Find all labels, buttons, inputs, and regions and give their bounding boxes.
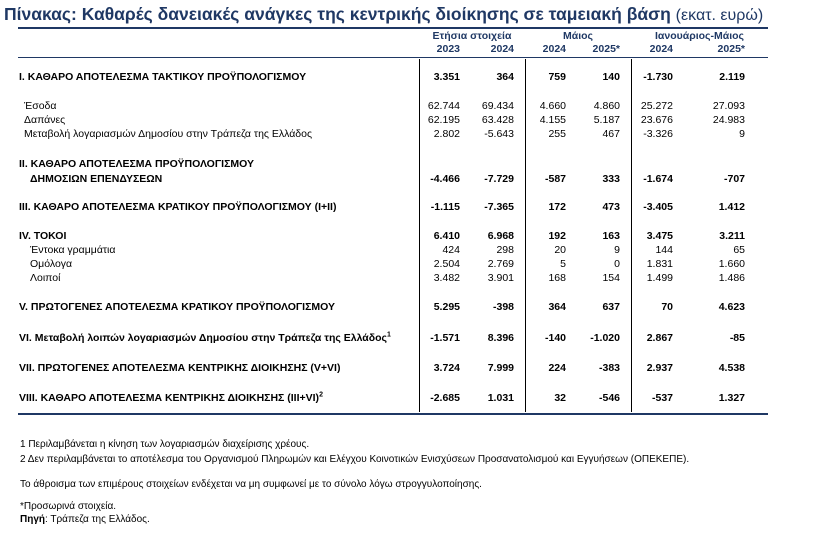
cell: 1.031 <box>487 392 514 404</box>
cell: 467 <box>602 128 620 140</box>
header-year: 2025* <box>717 43 745 55</box>
cell: 4.155 <box>539 114 566 126</box>
cell: 4.860 <box>593 100 620 112</box>
cell: 192 <box>548 230 566 242</box>
cell: -2.685 <box>430 392 460 404</box>
cell: 6.410 <box>433 230 460 242</box>
cell: -140 <box>544 332 566 344</box>
cell: 62.195 <box>427 114 460 126</box>
cell: 424 <box>442 244 460 256</box>
cell: 333 <box>602 173 620 185</box>
source-text: : Τράπεζα της Ελλάδος. <box>45 514 150 525</box>
cell: 5.187 <box>593 114 620 126</box>
header-year: 2024 <box>490 43 514 55</box>
provisional-note: *Προσωρινά στοιχεία. <box>20 501 117 512</box>
cell: 32 <box>554 392 566 404</box>
table-row <box>0 331 826 345</box>
cell: 20 <box>554 244 566 256</box>
cell: 27.093 <box>712 100 745 112</box>
cell: -1.571 <box>430 332 460 344</box>
header-year: 2025* <box>592 43 620 55</box>
source-note <box>20 513 150 526</box>
cell: -4.466 <box>430 173 460 185</box>
bottom-rule <box>18 413 768 415</box>
cell: 255 <box>548 128 566 140</box>
table-row <box>0 300 826 314</box>
cell: 364 <box>496 71 514 83</box>
table-row <box>0 172 826 186</box>
page-title <box>4 3 824 27</box>
cell: 3.351 <box>433 71 460 83</box>
cell: 9 <box>614 244 620 256</box>
table-row <box>0 391 826 405</box>
header-group-annual: Ετήσια στοιχεία <box>432 30 512 42</box>
rounding-note: Το άθροισμα των επιμέρους στοιχείων ενδέχεται να μη συμφωνεί με το σύνολο λόγω στρογγυλοποίησης. <box>20 479 482 490</box>
cell: 473 <box>602 201 620 213</box>
table-row <box>0 271 826 285</box>
cell: 3.901 <box>487 272 514 284</box>
row-label-text: VI. Μεταβολή λοιπών λογαριασμών Δημοσίου στην Τράπεζα της Ελλάδος <box>19 332 387 344</box>
cell: -1.730 <box>643 71 673 83</box>
cell: 5.295 <box>433 301 460 313</box>
title-main: Πίνακας: Καθαρές δανειακές ανάγκες της κεντρικής διοίκησης σε ταμειακή βάση <box>4 4 671 24</box>
row-label: Λοιποί <box>30 272 61 284</box>
row-label: Μεταβολή λογαριασμών Δημοσίου στην Τράπεζα της Ελλάδος <box>24 128 313 140</box>
cell: 25.272 <box>640 100 673 112</box>
cell: 224 <box>548 362 566 374</box>
cell: 163 <box>602 230 620 242</box>
cell: -587 <box>544 173 566 185</box>
cell: 65 <box>733 244 745 256</box>
table-row <box>0 127 826 141</box>
cell: 2.802 <box>433 128 460 140</box>
footnote-1: 1 Περιλαμβάνεται η κίνηση των λογαριασμών διαχείρισης χρέους. <box>20 439 310 450</box>
cell: 172 <box>548 201 566 213</box>
cell: -383 <box>598 362 620 374</box>
row-label: Δαπάνες <box>24 114 66 126</box>
table-row <box>0 361 826 375</box>
cell: -1.115 <box>430 201 460 213</box>
cell: 1.486 <box>718 272 745 284</box>
cell: -398 <box>492 301 514 313</box>
table-row <box>0 70 826 84</box>
cell: -7.729 <box>484 173 514 185</box>
cell: 298 <box>496 244 514 256</box>
cell: 4.623 <box>718 301 745 313</box>
cell: -85 <box>729 332 745 344</box>
cell: -7.365 <box>484 201 514 213</box>
cell: 24.983 <box>712 114 745 126</box>
cell: 3.724 <box>433 362 460 374</box>
cell: 364 <box>548 301 566 313</box>
row-label: III. ΚΑΘΑΡΟ ΑΠΟΤΕΛΕΣΜΑ ΚΡΑΤΙΚΟΥ ΠΡΟΫΠΟΛΟΓΙΣΜΟΥ (I+II) <box>19 201 337 213</box>
table-row <box>0 99 826 113</box>
cell: 4.660 <box>539 100 566 112</box>
table-row <box>0 113 826 127</box>
cell: -1.674 <box>643 173 673 185</box>
header-group-may: Μάιος <box>563 30 593 42</box>
cell: 3.475 <box>646 230 673 242</box>
row-label: ΔΗΜΟΣΙΩΝ ΕΠΕΝΔΥΣΕΩΝ <box>30 173 163 185</box>
header-rule <box>18 57 768 58</box>
cell: -537 <box>651 392 673 404</box>
row-label <box>19 391 419 405</box>
header-group-jan-may: Ιανουάριος-Μάιος <box>655 30 744 42</box>
cell: 23.676 <box>640 114 673 126</box>
cell: 7.999 <box>487 362 514 374</box>
footnote-ref: 2 <box>319 391 323 399</box>
cell: 1.660 <box>718 258 745 270</box>
cell: -707 <box>723 173 745 185</box>
row-label: Έντοκα γραμμάτια <box>30 244 116 256</box>
title-unit: (εκατ. ευρώ) <box>675 7 764 24</box>
source-label: Πηγή <box>20 514 45 525</box>
cell: 144 <box>655 244 673 256</box>
cell: 637 <box>602 301 620 313</box>
footnote-ref: 1 <box>387 331 391 339</box>
cell: 2.867 <box>646 332 673 344</box>
row-label: Έσοδα <box>24 100 57 112</box>
cell: 140 <box>602 71 620 83</box>
cell: 759 <box>548 71 566 83</box>
cell: -3.405 <box>643 201 673 213</box>
row-label-text: VIII. ΚΑΘΑΡΟ ΑΠΟΤΕΛΕΣΜΑ ΚΕΝΤΡΙΚΗΣ ΔΙΟΙΚΗΣΗΣ (III+VI) <box>19 392 320 404</box>
row-label: VII. ΠΡΩΤΟΓΕΝΕΣ ΑΠΟΤΕΛΕΣΜΑ ΚΕΝΤΡΙΚΗΣ ΔΙΟΙΚΗΣΗΣ (V+VI) <box>19 362 341 374</box>
cell: 2.769 <box>487 258 514 270</box>
cell: 2.504 <box>433 258 460 270</box>
header-year: 2024 <box>649 43 673 55</box>
cell: 6.968 <box>487 230 514 242</box>
row-label: Ομόλογα <box>30 258 73 270</box>
row-label: IV. ΤΟΚΟΙ <box>19 230 67 242</box>
cell: 168 <box>548 272 566 284</box>
cell: 70 <box>661 301 673 313</box>
table-row <box>0 200 826 214</box>
cell: 4.538 <box>718 362 745 374</box>
row-label: V. ΠΡΩΤΟΓΕΝΕΣ ΑΠΟΤΕΛΕΣΜΑ ΚΡΑΤΙΚΟΥ ΠΡΟΫΠΟΛΟΓΙΣΜΟΥ <box>19 301 336 313</box>
cell: 1.327 <box>718 392 745 404</box>
row-label: II. ΚΑΘΑΡΟ ΑΠΟΤΕΛΕΣΜΑ ΠΡΟΫΠΟΛΟΓΙΣΜΟΥ <box>19 158 254 170</box>
table-row <box>0 157 826 171</box>
table-row <box>0 229 826 243</box>
row-label: I. ΚΑΘΑΡΟ ΑΠΟΤΕΛΕΣΜΑ ΤΑΚΤΙΚΟΥ ΠΡΟΫΠΟΛΟΓΙΣΜΟΥ <box>19 71 307 83</box>
cell: 9 <box>739 128 745 140</box>
header-year: 2023 <box>436 43 460 55</box>
cell: 63.428 <box>481 114 514 126</box>
cell: 1.499 <box>646 272 673 284</box>
row-label <box>19 331 419 345</box>
cell: -5.643 <box>484 128 514 140</box>
cell: 5 <box>560 258 566 270</box>
cell: -1.020 <box>590 332 620 344</box>
cell: 2.937 <box>646 362 673 374</box>
header-year: 2024 <box>542 43 566 55</box>
footnote-2: 2 Δεν περιλαμβάνεται το αποτέλεσμα του Οργανισμού Πληρωμών και Ελέγχου Κοινοτικών Ενισχύσεων Προσανατολισμού και Εγγυήσεων (ΟΠΕΚΕΠΕ). <box>20 454 690 465</box>
top-rule <box>18 27 768 29</box>
cell: 1.412 <box>718 201 745 213</box>
cell: -546 <box>598 392 620 404</box>
cell: -3.326 <box>643 128 673 140</box>
table-row <box>0 243 826 257</box>
cell: 8.396 <box>487 332 514 344</box>
cell: 62.744 <box>427 100 460 112</box>
cell: 3.211 <box>719 230 745 242</box>
table-row <box>0 257 826 271</box>
cell: 2.119 <box>719 71 745 83</box>
cell: 69.434 <box>481 100 514 112</box>
cell: 3.482 <box>433 272 460 284</box>
cell: 154 <box>602 272 620 284</box>
cell: 0 <box>614 258 620 270</box>
cell: 1.831 <box>646 258 673 270</box>
